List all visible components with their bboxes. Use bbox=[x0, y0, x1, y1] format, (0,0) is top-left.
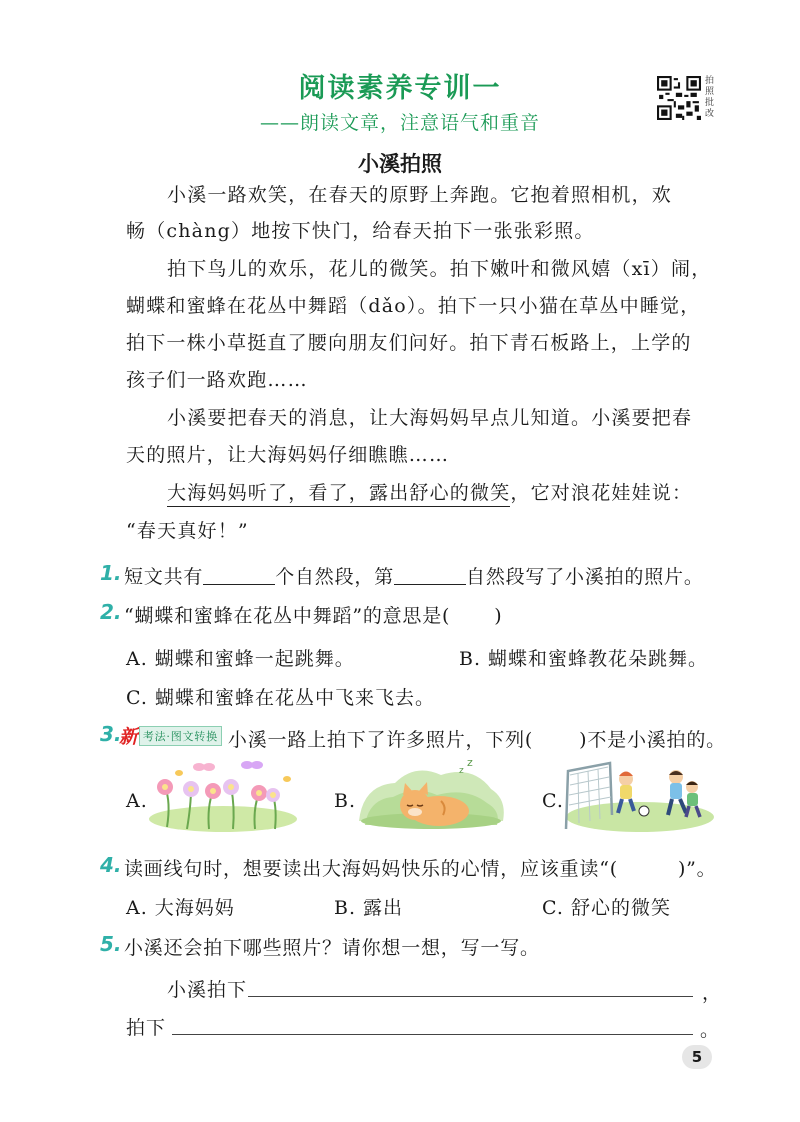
q4-option-a: A. 大海妈妈 bbox=[126, 897, 235, 919]
svg-text:z: z bbox=[467, 756, 473, 769]
story-line: 拍下鸟儿的欢乐，花儿的微笑。拍下嫩叶和微风嬉（xī）闹， bbox=[167, 258, 712, 280]
kids-playing-football-image bbox=[564, 753, 714, 833]
q4-option-c: C. 舒心的微笑 bbox=[542, 897, 671, 919]
q5-write-line-1[interactable] bbox=[248, 995, 693, 997]
question-3 bbox=[119, 722, 726, 752]
q2-answer-space[interactable] bbox=[450, 606, 494, 624]
q5-line1-end: ， bbox=[702, 982, 723, 1004]
q3-option-b-label: B. bbox=[334, 790, 357, 812]
story-line: 小溪一路欢笑，在春天的原野上奔跑。它抱着照相机，欢 bbox=[167, 184, 673, 206]
page-number: 5 bbox=[682, 1045, 712, 1069]
q4-end: )”。 bbox=[677, 858, 717, 880]
underlined-sentence: 大海妈妈听了，看了，露出舒心的微笑 bbox=[167, 482, 510, 507]
q1-text-c: 自然段写了小溪拍的照片。 bbox=[466, 566, 704, 588]
svg-text:z: z bbox=[459, 766, 464, 776]
story-line: 拍下一株小草挺直了腰向朋友们问好。拍下青石板路上，上学的 bbox=[126, 332, 692, 354]
q1-blank-1[interactable] bbox=[203, 566, 275, 585]
page-title: 阅读素养专训一 bbox=[298, 73, 502, 104]
q1-text-b: 个自然段，第 bbox=[275, 566, 395, 588]
question-number: 4. bbox=[100, 853, 122, 877]
new-method-tag bbox=[119, 722, 222, 749]
page-subtitle: ——朗读文章，注意语气和重音 bbox=[259, 112, 540, 134]
q1-text-a: 短文共有 bbox=[124, 566, 204, 588]
story-line: 小溪要把春天的消息，让大海妈妈早点儿知道。小溪要把春 bbox=[167, 407, 693, 429]
story-title: 小溪拍照 bbox=[358, 152, 442, 176]
q5-write-line-2[interactable] bbox=[172, 1033, 693, 1035]
q2-end: ) bbox=[494, 605, 503, 627]
question-4 bbox=[124, 854, 716, 881]
story-line: 孩子们一路欢跑…… bbox=[126, 369, 308, 391]
question-number: 1. bbox=[100, 561, 122, 585]
story-line: 畅（chàng）地按下快门，给春天拍下一张张彩照。 bbox=[126, 220, 595, 242]
q4-text: 读画线句时，想要读出大海妈妈快乐的心情，应该重读“( bbox=[124, 858, 618, 880]
tag-kaofa: 考法·图文转换 bbox=[139, 726, 222, 746]
q2-option-c: C. 蝴蝶和蜜蜂在花丛中飞来飞去。 bbox=[126, 687, 435, 709]
question-2 bbox=[124, 601, 502, 628]
q3-end: )不是小溪拍的。 bbox=[579, 729, 726, 751]
q4-answer-space[interactable] bbox=[618, 859, 678, 877]
question-1 bbox=[124, 562, 704, 589]
question-number: 5. bbox=[100, 932, 122, 956]
q2-text: “蝴蝶和蜜蜂在花丛中舞蹈”的意思是( bbox=[124, 605, 451, 627]
q5-line2-start: 拍下 bbox=[126, 1017, 167, 1039]
question-5: 小溪还会拍下哪些照片？请你想一想，写一写。 bbox=[124, 937, 540, 959]
story-line: 蝴蝶和蜜蜂在花丛中舞蹈（dǎo）。拍下一只小猫在草丛中睡觉， bbox=[126, 295, 701, 317]
q4-option-b: B. 露出 bbox=[334, 897, 404, 919]
q3-option-a-label: A. bbox=[126, 790, 148, 812]
sleeping-cat-image bbox=[355, 755, 507, 833]
q1-blank-2[interactable] bbox=[394, 566, 466, 585]
q5-line1-start: 小溪拍下 bbox=[167, 979, 248, 1001]
question-number: 3. bbox=[100, 722, 122, 746]
q2-option-b: B. 蝴蝶和蜜蜂教花朵跳舞。 bbox=[459, 648, 709, 670]
story-line: 天的照片，让大海妈妈仔细瞧瞧…… bbox=[126, 444, 450, 466]
flowers-butterflies-image bbox=[147, 757, 299, 833]
story-line: “春天真好！” bbox=[126, 520, 249, 542]
story-line-tail: ，它对浪花娃娃说： bbox=[510, 482, 693, 504]
q2-option-a: A. 蝴蝶和蜜蜂一起跳舞。 bbox=[126, 648, 355, 670]
q3-option-c-label: C. bbox=[542, 790, 564, 812]
question-number: 2. bbox=[100, 600, 122, 624]
q3-answer-space[interactable] bbox=[533, 730, 579, 748]
tag-new: 新 bbox=[119, 726, 139, 748]
qr-label: 拍照批改 bbox=[705, 76, 715, 119]
q3-text: 小溪一路上拍下了许多照片，下列( bbox=[227, 729, 534, 751]
story-line-underlined bbox=[167, 478, 692, 505]
q5-line2-end: 。 bbox=[700, 1019, 721, 1041]
qr-code-icon[interactable] bbox=[657, 76, 701, 120]
